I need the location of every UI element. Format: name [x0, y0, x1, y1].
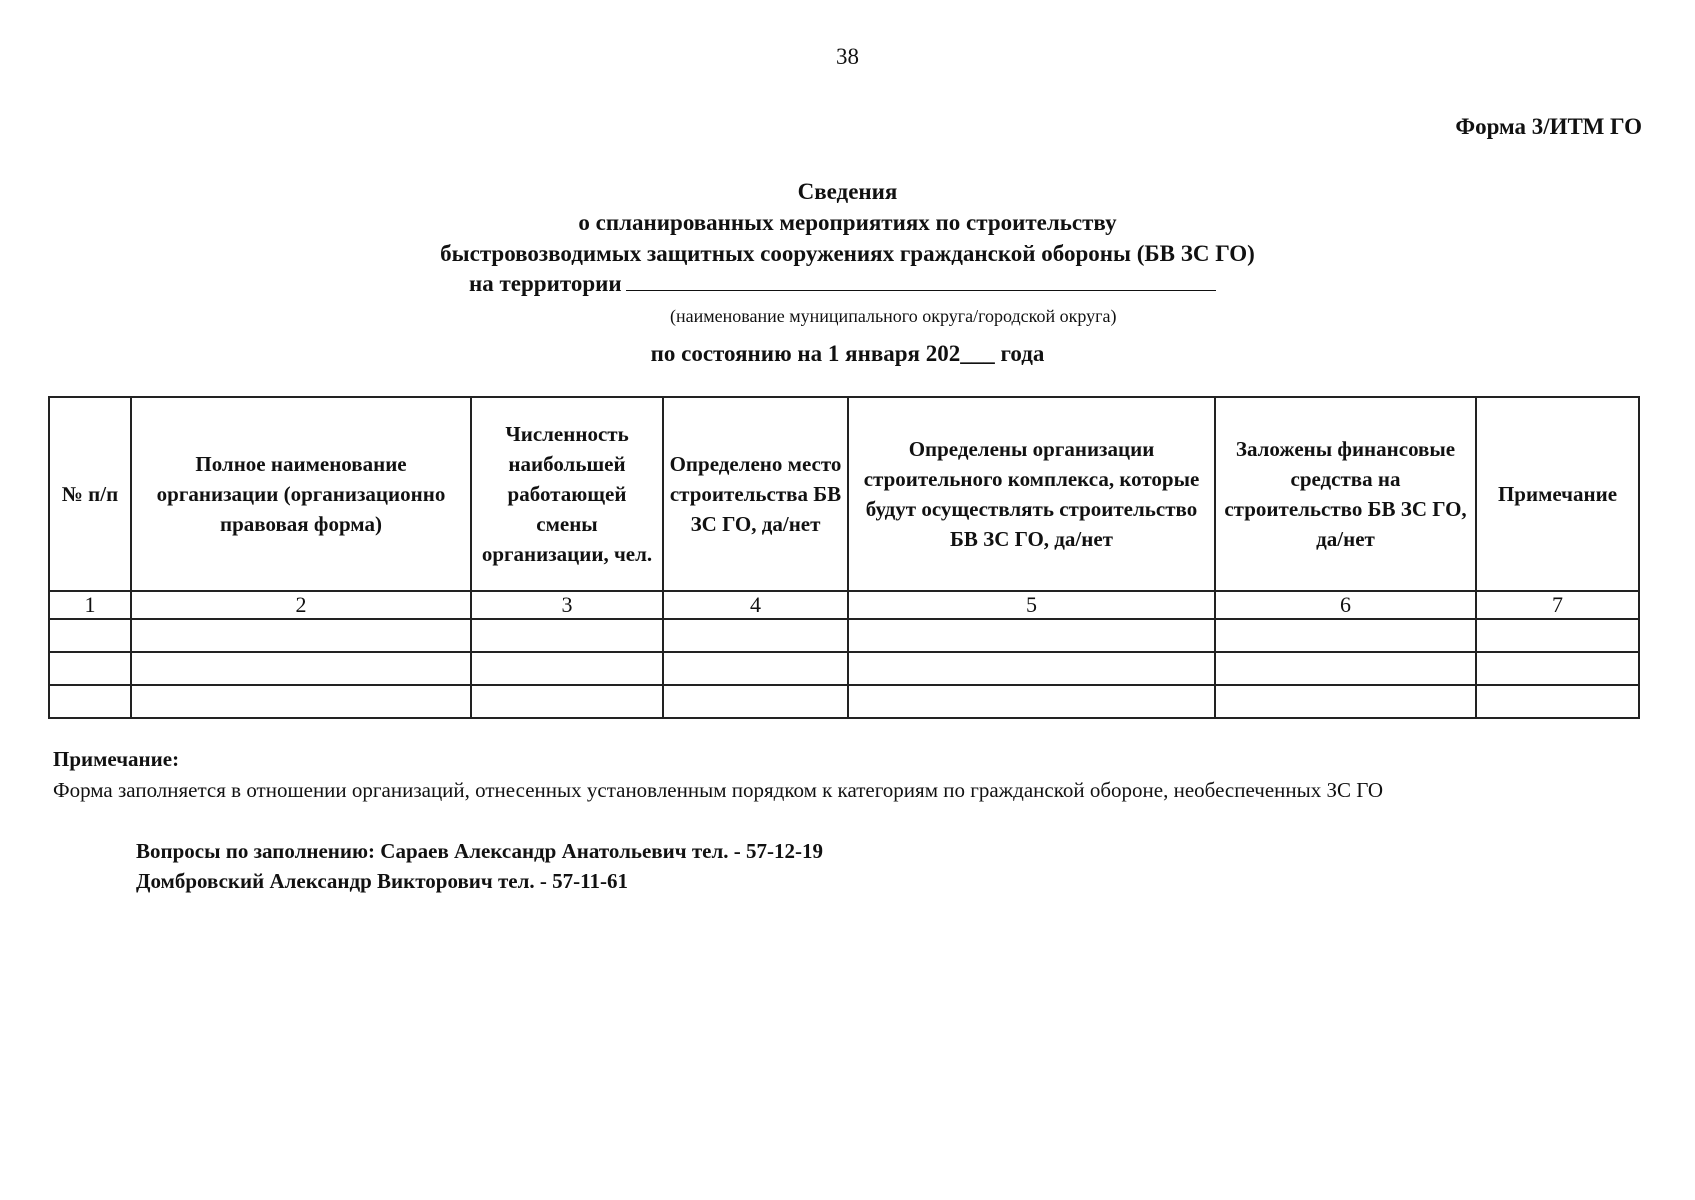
- table-cell[interactable]: [49, 652, 131, 685]
- column-number-cell: 5: [848, 591, 1215, 619]
- table-row: [49, 685, 1639, 718]
- table-cell[interactable]: [49, 619, 131, 652]
- title-line-1: Сведения: [797, 179, 898, 204]
- column-number-cell: 1: [49, 591, 131, 619]
- contacts: [136, 836, 823, 896]
- column-number-cell: 2: [131, 591, 471, 619]
- header-cell: Определено место строительства БВ ЗС ГО, да/нет: [663, 397, 848, 591]
- table-cell[interactable]: [1476, 619, 1639, 652]
- contact-line-2: Домбровский Александр Викторович тел. - 57-11-61: [136, 869, 628, 893]
- table-cell[interactable]: [131, 619, 471, 652]
- territory-label: на территории: [469, 271, 622, 296]
- table-cell[interactable]: [663, 685, 848, 718]
- note-title: Примечание:: [53, 747, 180, 771]
- date-line: по состоянию на 1 января 202___ года: [650, 341, 1045, 366]
- table-cell[interactable]: [49, 685, 131, 718]
- header-cell: Полное наименование организации (организационно правовая форма): [131, 397, 471, 591]
- table-row: [49, 652, 1639, 685]
- table-cell[interactable]: [471, 619, 663, 652]
- title-line-3: быстровозводимых защитных сооружениях гражданской обороны (БВ ЗС ГО): [440, 241, 1255, 266]
- contact-line-1: Вопросы по заполнению: Сараев Александр Анатольевич тел. - 57-12-19: [136, 839, 823, 863]
- header-row: [49, 397, 1639, 591]
- report-table: [48, 396, 1640, 719]
- territory-line: [469, 270, 1216, 297]
- table-cell[interactable]: [471, 652, 663, 685]
- note-text: Форма заполняется в отношении организаций, отнесенных установленным порядком к категориям по гражданской обороне, необеспеченных ЗС ГО: [53, 778, 1384, 802]
- header-cell: Заложены финансовые средства на строительство БВ ЗС ГО, да/нет: [1215, 397, 1476, 591]
- column-number-cell: 7: [1476, 591, 1639, 619]
- territory-caption: (наименование муниципального округа/городской округа): [670, 306, 1117, 326]
- document-title: [0, 176, 1695, 269]
- column-number-cell: 6: [1215, 591, 1476, 619]
- table-cell[interactable]: [663, 652, 848, 685]
- table-row: [49, 619, 1639, 652]
- table-cell[interactable]: [848, 652, 1215, 685]
- table-cell[interactable]: [1215, 652, 1476, 685]
- table-cell[interactable]: [848, 685, 1215, 718]
- table-cell[interactable]: [131, 652, 471, 685]
- table-cell[interactable]: [663, 619, 848, 652]
- column-number-row: [49, 591, 1639, 619]
- table-cell[interactable]: [471, 685, 663, 718]
- table-cell[interactable]: [848, 619, 1215, 652]
- title-line-2: о спланированных мероприятиях по строительству: [578, 210, 1117, 235]
- table-cell[interactable]: [1476, 652, 1639, 685]
- header-cell: Определены организации строительного комплекса, которые будут осуществлять строительство БВ ЗС ГО, да/нет: [848, 397, 1215, 591]
- form-code: Форма 3/ИТМ ГО: [1455, 114, 1642, 139]
- column-number-cell: 4: [663, 591, 848, 619]
- table-cell[interactable]: [1215, 685, 1476, 718]
- header-cell: № п/п: [49, 397, 131, 591]
- table-cell[interactable]: [131, 685, 471, 718]
- page-number: 38: [836, 44, 859, 69]
- table-cell[interactable]: [1215, 619, 1476, 652]
- table-cell[interactable]: [1476, 685, 1639, 718]
- territory-blank-field: [626, 270, 1216, 291]
- column-number-cell: 3: [471, 591, 663, 619]
- header-cell: Численность наибольшей работающей смены организации, чел.: [471, 397, 663, 591]
- header-cell: Примечание: [1476, 397, 1639, 591]
